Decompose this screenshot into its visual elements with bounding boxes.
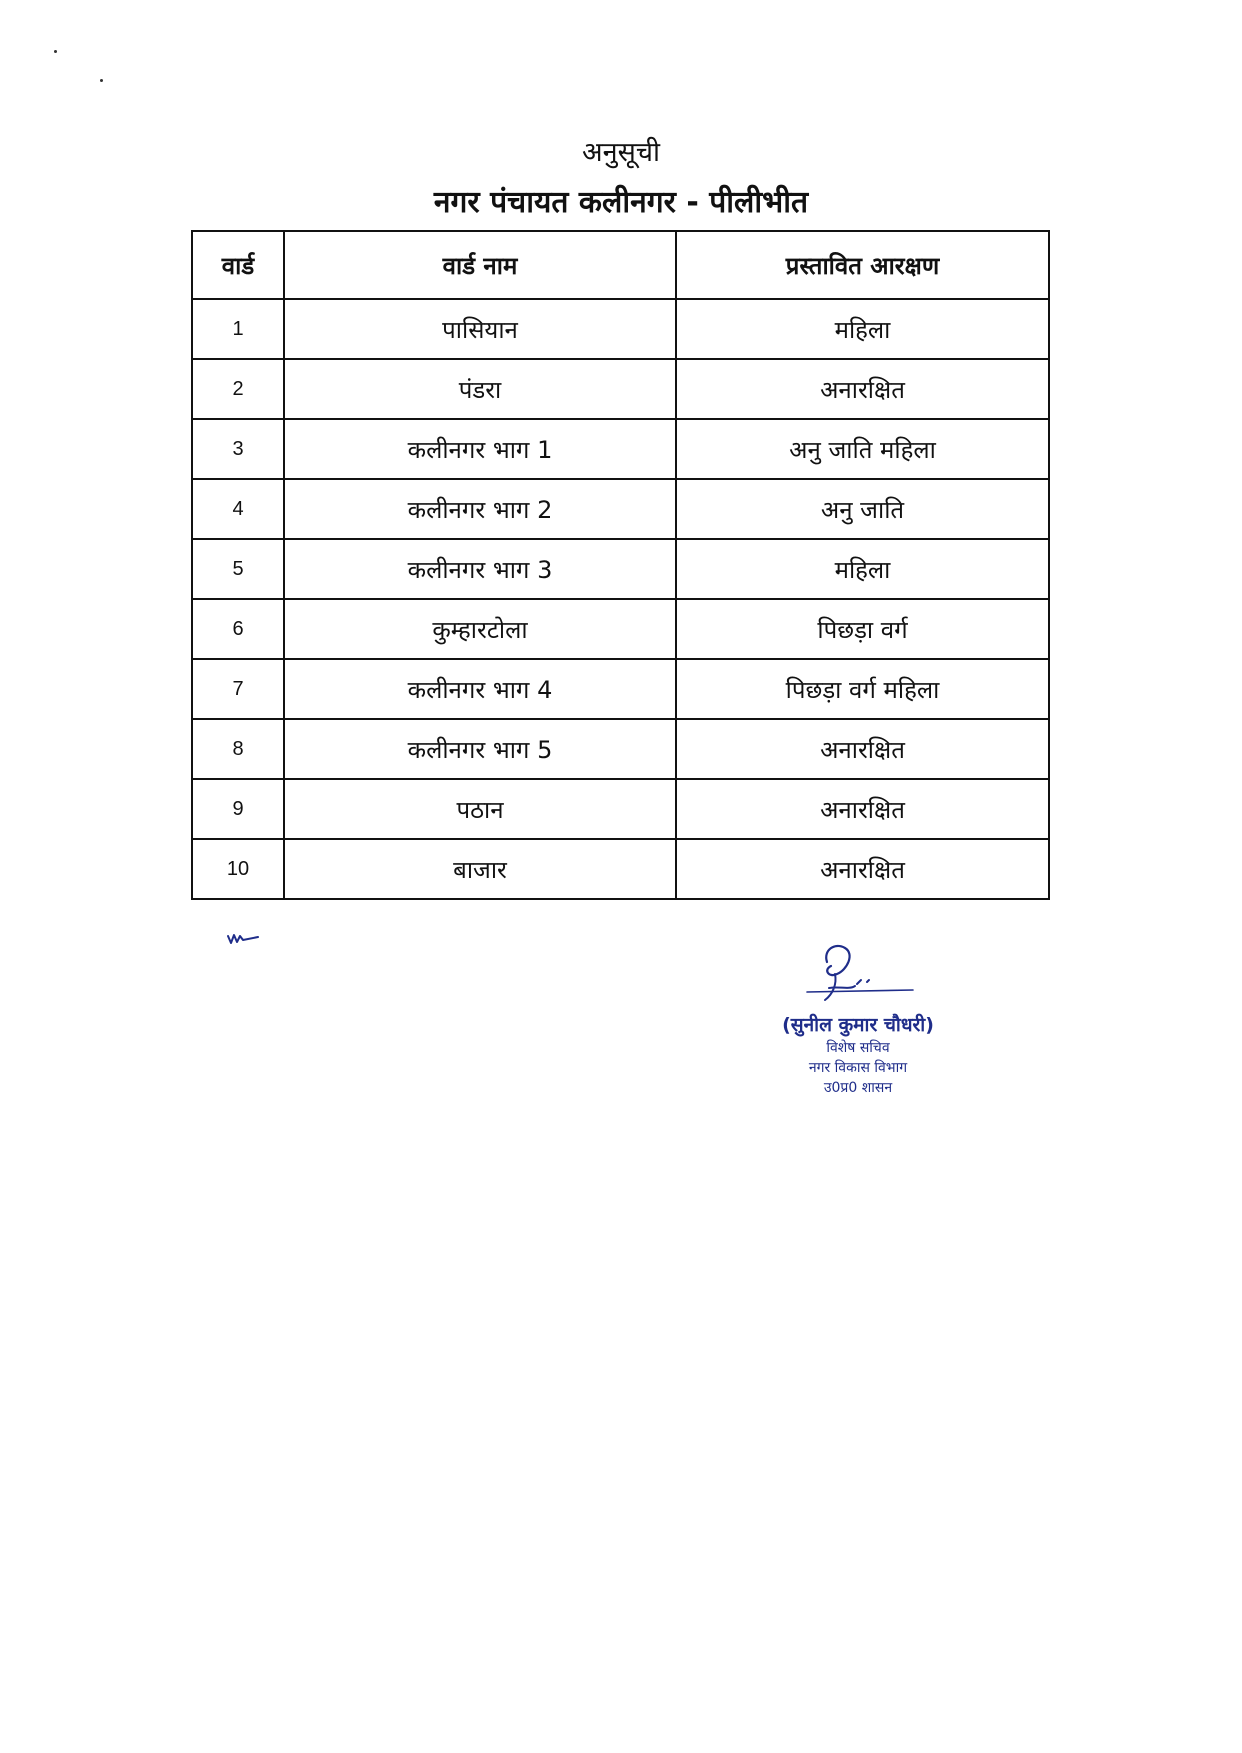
- ward-reservation: अनारक्षित: [676, 719, 1049, 779]
- ward-name: कलीनगर भाग 4: [284, 659, 676, 719]
- scan-speck: [54, 50, 57, 53]
- ward-number: 6: [192, 599, 284, 659]
- ward-reservation-table: [191, 230, 1050, 900]
- ward-reservation: महिला: [676, 539, 1049, 599]
- ward-number: 1: [192, 299, 284, 359]
- table-row: [192, 359, 1049, 419]
- scan-speck: [100, 79, 103, 82]
- ward-name: कलीनगर भाग 3: [284, 539, 676, 599]
- column-header-ward: वार्ड: [192, 231, 284, 299]
- ward-reservation: अनारक्षित: [676, 359, 1049, 419]
- table-row: [192, 839, 1049, 899]
- ward-number: 5: [192, 539, 284, 599]
- ward-name: कुम्हारटोला: [284, 599, 676, 659]
- ward-reservation: पिछड़ा वर्ग महिला: [676, 659, 1049, 719]
- ward-reservation-table-container: [191, 230, 1048, 900]
- ward-reservation: अनु जाति महिला: [676, 419, 1049, 479]
- signatory-designation: विशेष सचिव: [826, 1040, 890, 1056]
- ward-reservation: महिला: [676, 299, 1049, 359]
- ward-name: पासियान: [284, 299, 676, 359]
- signature-block: [738, 1012, 978, 1098]
- table-row: [192, 719, 1049, 779]
- ward-reservation: अनारक्षित: [676, 779, 1049, 839]
- ward-reservation: अनारक्षित: [676, 839, 1049, 899]
- signatory-office: उ0प्र0 शासन: [823, 1080, 893, 1096]
- document-subheading: अनुसूची: [581, 137, 660, 168]
- ward-reservation: पिछड़ा वर्ग: [676, 599, 1049, 659]
- ward-reservation: अनु जाति: [676, 479, 1049, 539]
- initial-mark: [226, 928, 260, 948]
- table-row: [192, 299, 1049, 359]
- table-row: [192, 479, 1049, 539]
- ward-number: 10: [192, 839, 284, 899]
- document-title: नगर पंचायत कलीनगर - पीलीभीत: [433, 185, 809, 220]
- column-header-ward-name: वार्ड नाम: [284, 231, 676, 299]
- ward-number: 4: [192, 479, 284, 539]
- column-header-proposed-reservation: प्रस्तावित आरक्षण: [676, 231, 1049, 299]
- ward-number: 2: [192, 359, 284, 419]
- ward-name: बाजार: [284, 839, 676, 899]
- ward-name: पठान: [284, 779, 676, 839]
- ward-name: कलीनगर भाग 2: [284, 479, 676, 539]
- ward-number: 7: [192, 659, 284, 719]
- signatory-department: नगर विकास विभाग: [808, 1060, 908, 1076]
- signatory-name: (सुनील कुमार चौधरी): [782, 1014, 934, 1036]
- table-row: [192, 539, 1049, 599]
- ward-name: पंडरा: [284, 359, 676, 419]
- table-row: [192, 419, 1049, 479]
- ward-name: कलीनगर भाग 5: [284, 719, 676, 779]
- ward-number: 3: [192, 419, 284, 479]
- ward-number: 8: [192, 719, 284, 779]
- table-row: [192, 659, 1049, 719]
- table-row: [192, 779, 1049, 839]
- handwritten-signature: [805, 940, 915, 1010]
- table-row: [192, 599, 1049, 659]
- table-header-row: [192, 231, 1049, 299]
- ward-number: 9: [192, 779, 284, 839]
- ward-name: कलीनगर भाग 1: [284, 419, 676, 479]
